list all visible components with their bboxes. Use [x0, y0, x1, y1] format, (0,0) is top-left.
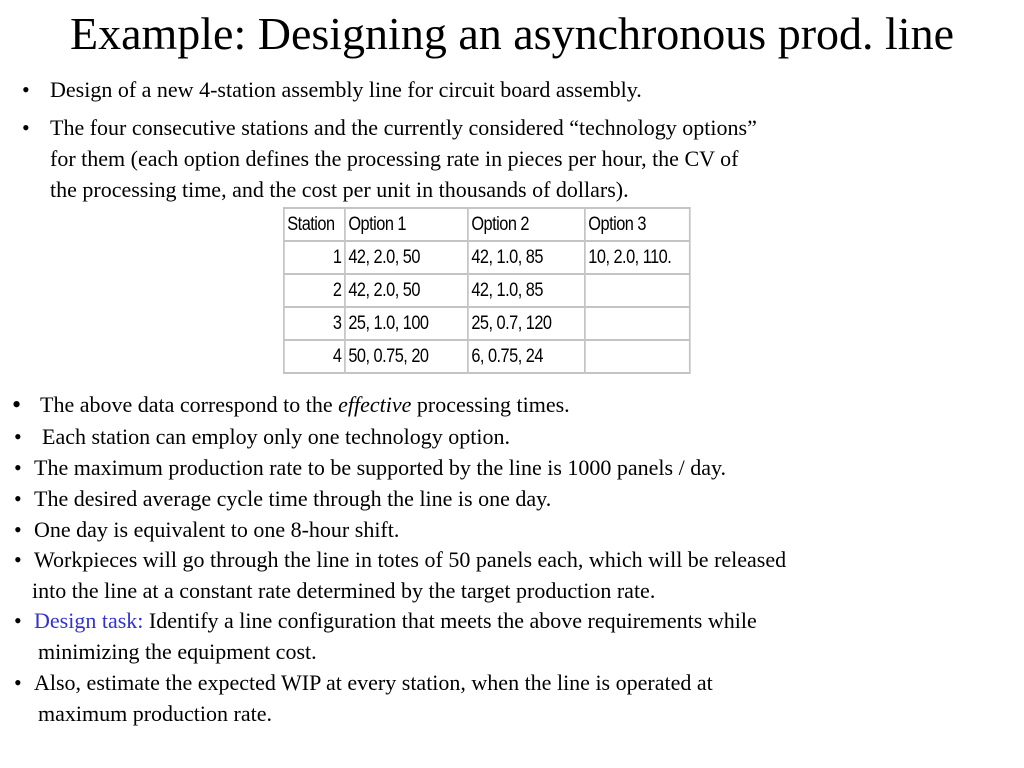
option-2-cell: 42, 1.0, 85 [468, 274, 585, 307]
table-row [284, 274, 690, 307]
bullet-dot: • [22, 115, 30, 140]
bullet-totes: • Workpieces will go through the line in totes of 50 panels each, which will be released into the line at a constant rate determined by the target production rate. [14, 547, 787, 603]
bullet-dot: • [14, 455, 22, 480]
station-cell: 2 [284, 274, 345, 307]
bullet-cycle-time: • The desired average cycle time through the line is one day. [0, 484, 1024, 514]
emphasis-effective: effective [338, 392, 412, 417]
station-cell: 4 [284, 340, 345, 373]
bullet-dot: • [14, 486, 22, 511]
header-option-1: Option 1 [345, 208, 468, 241]
bullet-dot: • [22, 77, 30, 102]
option-1-cell: 50, 0.75, 20 [345, 340, 468, 373]
option-1-cell: 42, 2.0, 50 [345, 241, 468, 274]
bullet-shift: • One day is equivalent to one 8-hour shift. [0, 515, 1024, 545]
station-cell: 1 [284, 241, 345, 274]
technology-options-table [283, 207, 691, 374]
option-2-cell: 6, 0.75, 24 [468, 340, 585, 373]
station-cell: 3 [284, 307, 345, 340]
header-option-2: Option 2 [468, 208, 585, 241]
table-row [284, 241, 690, 274]
bullet-design-task: • Design task: Identify a line configuration that meets the above requirements while minimizing the equipment cost. [14, 608, 757, 664]
bullet-dot: • [14, 608, 22, 633]
option-2-cell: 42, 1.0, 85 [468, 241, 585, 274]
header-station: Station [284, 208, 345, 241]
option-1-cell: 25, 1.0, 100 [345, 307, 468, 340]
option-3-cell [585, 307, 690, 340]
bullet-effective-times: • The above data correspond to the effective processing times. [12, 390, 570, 419]
option-3-cell [585, 274, 690, 307]
table-row [284, 307, 690, 340]
bullet-wip-estimate: • Also, estimate the expected WIP at every station, when the line is operated at maximum production rate. [14, 670, 713, 726]
header-option-3: Option 3 [585, 208, 690, 241]
bullet-one-option: • Each station can employ only one technology option. [0, 422, 1024, 452]
bullet-four-stations: • The four consecutive stations and the currently considered “technology options” for them (each option defines the processing rate in pieces per hour, the CV of the processing time, and the cost per unit in thousands of dollars). [22, 115, 757, 202]
option-2-cell: 25, 0.7, 120 [468, 307, 585, 340]
bullet-dot: • [12, 390, 22, 419]
bullet-dot: • [14, 517, 22, 542]
bullet-max-production-rate: • The maximum production rate to be supported by the line is 1000 panels / day. [0, 453, 1024, 483]
option-3-cell: 10, 2.0, 110. [585, 241, 690, 274]
bullet-design-of-line: • Design of a new 4-station assembly line for circuit board assembly. [0, 75, 1024, 105]
table-header-row [284, 208, 690, 241]
option-3-cell [585, 340, 690, 373]
design-task-label: Design task: [34, 608, 144, 633]
bullet-dot: • [14, 547, 22, 572]
bullet-dot: • [14, 670, 22, 695]
table-row [284, 340, 690, 373]
bullet-dot: • [14, 424, 22, 449]
slide-title: Example: Designing an asynchronous prod. line [69, 8, 955, 59]
option-1-cell: 42, 2.0, 50 [345, 274, 468, 307]
